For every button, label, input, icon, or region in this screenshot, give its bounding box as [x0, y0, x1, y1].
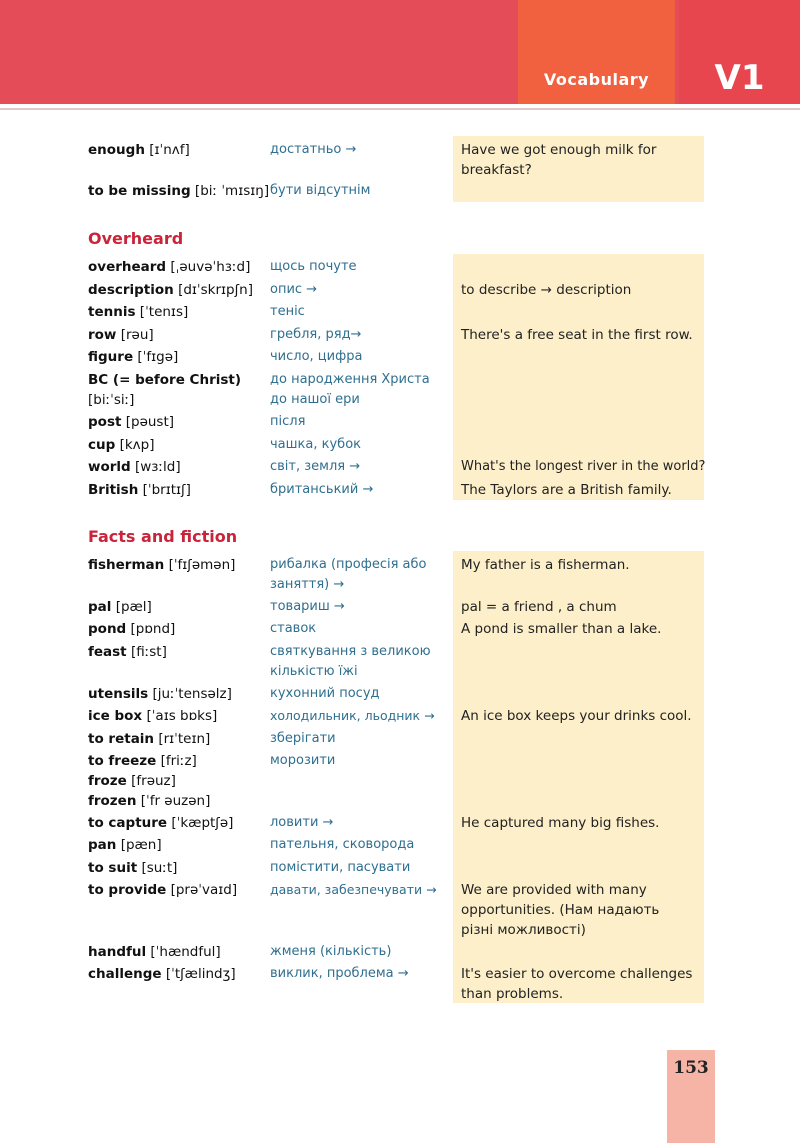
- vocab-translation: світ, земля →: [270, 459, 361, 474]
- vocab-term: British [ˈbrɪtɪʃ]: [88, 482, 191, 498]
- vocab-term: frozen [ˈfr əuzən]: [88, 793, 211, 809]
- vocab-translation: британський →: [270, 482, 374, 497]
- vocab-term: utensils [juːˈtensəlz]: [88, 686, 232, 702]
- vocab-term: to be missing [biː ˈmɪsɪŋ]: [88, 183, 270, 199]
- vocab-example: There's a free seat in the first row.: [461, 327, 693, 343]
- vocab-term: to freeze [friːz]: [88, 753, 197, 769]
- vocab-translation: святкування з великою кількістю їжі: [270, 644, 431, 679]
- vocab-translation: рибалка (професія або заняття) →: [270, 557, 427, 592]
- vocab-term: figure [ˈfɪgə]: [88, 349, 179, 365]
- section-label: Vocabulary: [518, 0, 675, 104]
- vocab-term: feast [fiːst]: [88, 644, 167, 660]
- vocab-term: pan [pæn]: [88, 837, 162, 853]
- vocab-term: handful [ˈhændful]: [88, 944, 221, 960]
- vocab-translation: товариш →: [270, 599, 345, 614]
- vocab-term: overheard [ˌəuvəˈhɜːd]: [88, 259, 251, 275]
- vocab-example: What's the longest river in the world?: [461, 459, 706, 474]
- section-title-overheard: Overheard: [88, 229, 184, 248]
- vocab-term: post [pəust]: [88, 414, 175, 430]
- vocab-translation: чашка, кубок: [270, 437, 361, 452]
- vocab-translation: щось почуте: [270, 259, 357, 274]
- vocab-translation: гребля, ряд→: [270, 327, 362, 342]
- vocab-example: A pond is smaller than a lake.: [461, 621, 662, 637]
- vocab-translation: теніс: [270, 304, 305, 319]
- vocab-translation: до народження Христа до нашої ери: [270, 372, 430, 407]
- vocab-translation: число, цифра: [270, 349, 363, 364]
- vocab-example: Have we got enough milk for breakfast?: [461, 142, 657, 178]
- vocab-example: The Taylors are a British family.: [461, 482, 672, 498]
- vocab-translation: холодильник, льодник →: [270, 708, 435, 723]
- vocab-term: tennis [ˈtenɪs]: [88, 304, 189, 320]
- vocab-translation: жменя (кількість): [270, 944, 392, 959]
- page-number: 153: [673, 1058, 709, 1078]
- vocab-example: to describe → description: [461, 282, 632, 298]
- section-title-facts-and-fiction: Facts and fiction: [88, 527, 238, 546]
- vocab-term: cup [kʌp]: [88, 437, 155, 453]
- vocab-term: world [wɜːld]: [88, 459, 181, 475]
- vocab-example: He captured many big fishes.: [461, 815, 660, 831]
- vocab-translation: кухонний посуд: [270, 686, 380, 701]
- vocab-term: to provide [prəˈvaɪd]: [88, 882, 238, 898]
- vocab-term: to suit [suːt]: [88, 860, 178, 876]
- vocab-translation: опис →: [270, 282, 318, 297]
- vocab-term: description [dɪˈskrɪpʃn]: [88, 282, 253, 298]
- vocab-translation: бути відсутнім: [270, 183, 371, 198]
- vocab-example: An ice box keeps your drinks cool.: [461, 708, 692, 724]
- vocab-translation: ловити →: [270, 815, 334, 830]
- vocab-term: BC (= before Christ) [biːˈsiː]: [88, 372, 242, 408]
- vocab-term: pond [pɒnd]: [88, 621, 176, 637]
- vocab-example: It's easier to overcome challenges than problems.: [461, 966, 693, 1002]
- header-divider: [0, 108, 800, 110]
- vocab-translation: зберігати: [270, 731, 336, 746]
- vocab-translation: пательня, сковорода: [270, 837, 415, 852]
- vocab-term: pal [pæl]: [88, 599, 152, 615]
- vocab-translation: після: [270, 414, 306, 429]
- vocab-term: to retain [rɪˈteɪn]: [88, 731, 211, 747]
- vocab-term: enough [ɪˈnʌf]: [88, 142, 190, 158]
- vocab-translation: давати, забезпечувати →: [270, 882, 437, 897]
- vocab-example: My father is a fisherman.: [461, 557, 630, 573]
- vocab-translation: виклик, проблема →: [270, 966, 409, 981]
- vocab-translation: достатньо →: [270, 142, 357, 157]
- vocab-example: pal = a friend , a chum: [461, 599, 617, 615]
- unit-label: V1: [679, 0, 800, 104]
- vocab-term: fisherman [ˈfɪʃəmən]: [88, 557, 236, 573]
- vocab-translation: ставок: [270, 621, 317, 636]
- vocab-term: row [rəu]: [88, 327, 154, 343]
- vocab-example: We are provided with many opportunities. (Нам надають різні можливості): [461, 882, 660, 938]
- vocab-term: froze [frəuz]: [88, 773, 176, 789]
- vocab-translation: морозити: [270, 753, 336, 768]
- vocab-term: to capture [ˈkæptʃə]: [88, 815, 234, 831]
- vocab-translation: помістити, пасувати: [270, 860, 411, 875]
- vocab-term: challenge [ˈtʃælindʒ]: [88, 966, 236, 982]
- vocab-term: ice box [ˈaɪs bɒks]: [88, 708, 218, 724]
